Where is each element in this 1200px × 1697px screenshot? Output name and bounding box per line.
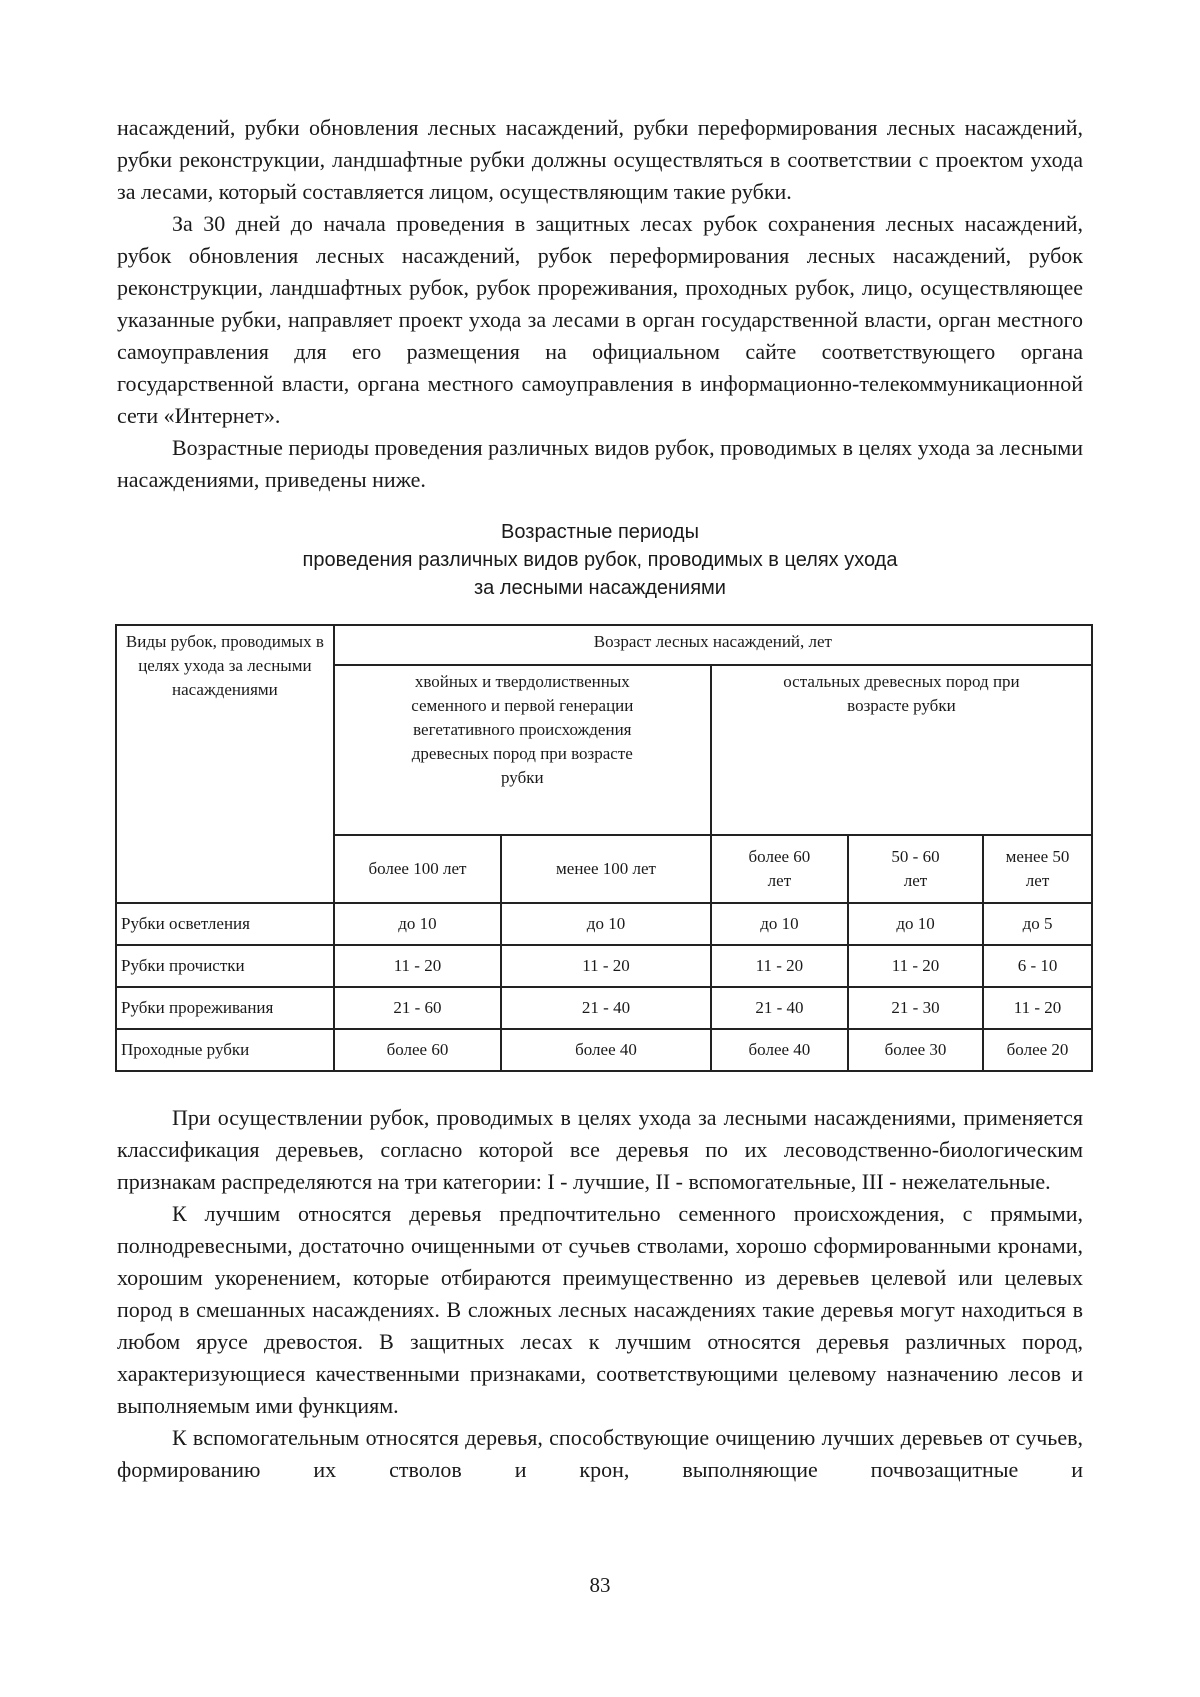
table-row — [116, 903, 1092, 945]
paragraph-continued: насаждений, рубки обновления лесных насаждений, рубки переформирования лесных насаждений, рубки реконструкции, ландшафтные рубки должны осуществляться в соответствии с проектом ухода за лесами, который составляется лицом, осуществляющим такие рубки. — [117, 115, 1083, 204]
row-label: Рубки осветления — [116, 903, 334, 945]
paragraph-periods-intro: Возрастные периоды проведения различных видов рубок, проводимых в целях ухода за лесными насаждениями, приведены ниже. — [117, 435, 1083, 492]
document-page — [117, 112, 1083, 1486]
table-cell: более 40 — [501, 1029, 711, 1071]
caption-line-1: Возрастные периоды — [501, 521, 699, 543]
table-row — [116, 987, 1092, 1029]
header-group-other: остальных древесных пород при возрасте рубки — [711, 665, 1092, 835]
table-cell: 11 - 20 — [711, 945, 848, 987]
table-cell: до 10 — [334, 903, 501, 945]
paragraph-classification: При осуществлении рубок, проводимых в целях ухода за лесными насаждениями, применяется классификация деревьев, согласно которой все деревья по их лесоводственно-биологическим признакам распределяются на три категории: I - лучшие, II - вспомогательные, III - нежелательные. — [117, 1105, 1083, 1194]
table-cell: 6 - 10 — [983, 945, 1092, 987]
paragraph-30-days: За 30 дней до начала проведения в защитных лесах рубок сохранения лесных насаждений, рубок обновления лесных насаждений, рубок переформирования лесных насаждений, рубок реконструкции, ландшафтных рубок, рубок прореживания, проходных рубок, лицо, осуществляющее указанные рубки, направляет проект ухода за лесами в орган государственной власти, орган местного самоуправления для его размещения на официальном сайте соответствующего органа государственной власти, органа местного самоуправления в информационно-телекоммуникационной сети «Интернет». — [117, 211, 1083, 428]
caption-line-3: за лесными насаждениями — [474, 577, 726, 599]
row-label: Проходные рубки — [116, 1029, 334, 1071]
subheader-under-50: менее 50 лет — [983, 835, 1092, 903]
table-cell: более 40 — [711, 1029, 848, 1071]
row-label: Рубки прореживания — [116, 987, 334, 1029]
header-group-conifers: хвойных и твердолиственных семенного и первой генерации вегетативного происхождения древесных пород при возрасте рубки — [334, 665, 711, 835]
row-label: Рубки прочистки — [116, 945, 334, 987]
table-cell: до 10 — [501, 903, 711, 945]
table-caption — [117, 518, 1083, 602]
table-cell: 11 - 20 — [334, 945, 501, 987]
table-cell: 21 - 30 — [848, 987, 983, 1029]
table-row — [116, 945, 1092, 987]
header-age: Возраст лесных насаждений, лет — [334, 625, 1092, 665]
table-row — [116, 1029, 1092, 1071]
caption-line-2: проведения различных видов рубок, проводимых в целях ухода — [302, 549, 898, 571]
table-cell: до 10 — [711, 903, 848, 945]
table-cell: 11 - 20 — [501, 945, 711, 987]
subheader-over-60: более 60 лет — [711, 835, 848, 903]
subheader-over-100: более 100 лет — [334, 835, 501, 903]
table-cell: 11 - 20 — [983, 987, 1092, 1029]
bottom-text — [117, 1102, 1083, 1486]
table-cell: 21 - 40 — [501, 987, 711, 1029]
age-periods-table — [115, 624, 1093, 1072]
table-cell: более 20 — [983, 1029, 1092, 1071]
table-cell: более 60 — [334, 1029, 501, 1071]
table-cell: более 30 — [848, 1029, 983, 1071]
table-cell: 21 - 60 — [334, 987, 501, 1029]
header-cut-types: Виды рубок, проводимых в целях ухода за лесными насаждениями — [116, 625, 334, 903]
table-cell: до 5 — [983, 903, 1092, 945]
table-cell: 21 - 40 — [711, 987, 848, 1029]
paragraph-auxiliary-trees: К вспомогательным относятся деревья, способствующие очищению лучших деревьев от сучьев, формированию их стволов и крон, выполняющие почвозащитные и — [117, 1425, 1083, 1482]
table-cell: до 10 — [848, 903, 983, 945]
table-cell: 11 - 20 — [848, 945, 983, 987]
paragraph-best-trees: К лучшим относятся деревья предпочтительно семенного происхождения, с прямыми, полнодревесными, достаточно очищенными от сучьев стволами, хорошо сформированными кронами, хорошим укоренением, которые отбираются преимущественно из деревьев целевой или целевых пород в смешанных насаждениях. В сложных лесных насаждениях такие деревья могут находиться в любом ярусе древостоя. В защитных лесах к лучшим относятся деревья различных пород, характеризующиеся качественными признаками, соответствующими целевому назначению лесов и выполняемым ими функциям. — [117, 1201, 1083, 1418]
subheader-under-100: менее 100 лет — [501, 835, 711, 903]
page-number: 83 — [589, 1573, 611, 1597]
subheader-50-60: 50 - 60 лет — [848, 835, 983, 903]
